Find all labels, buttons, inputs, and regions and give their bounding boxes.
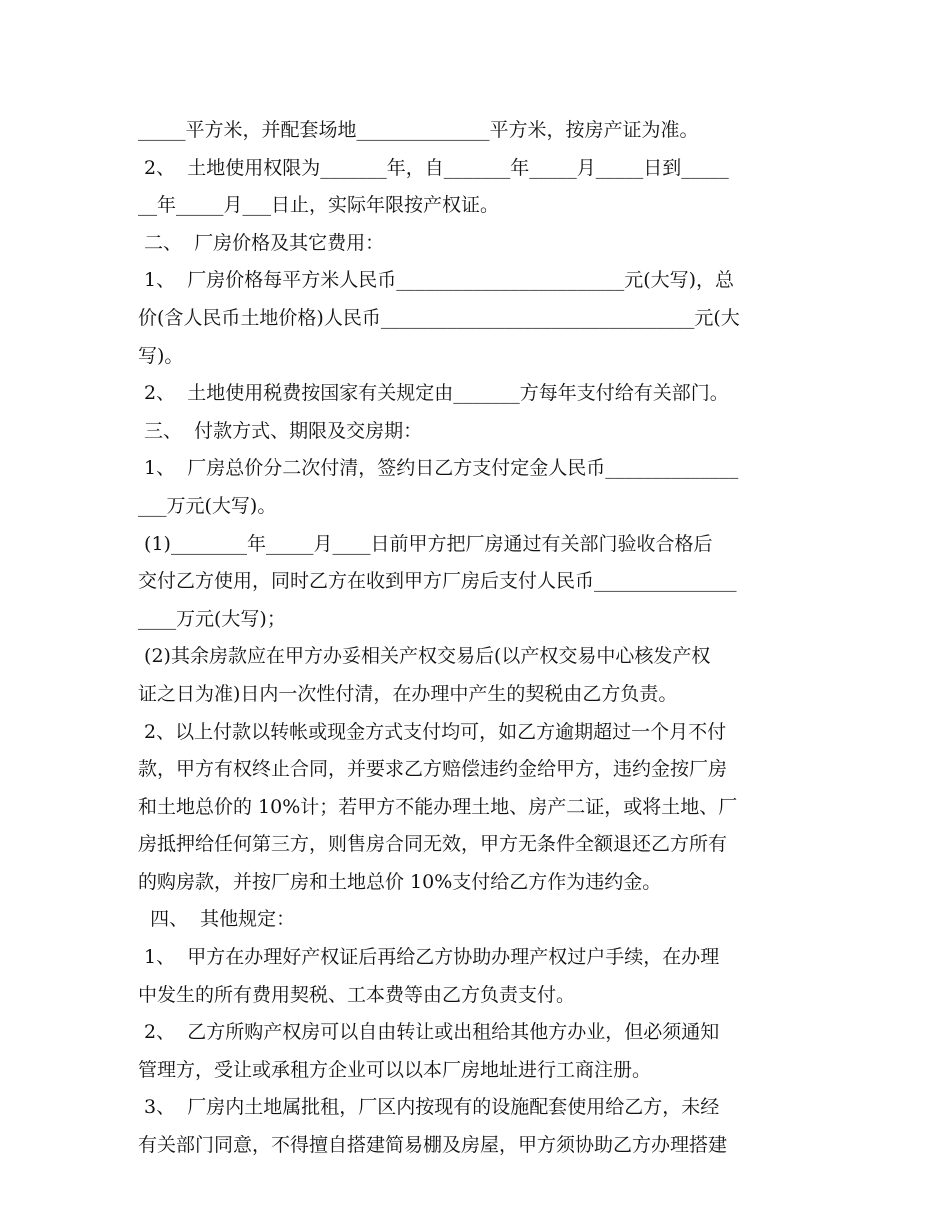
text-line: 有关部门同意，不得擅自搭建简易棚及房屋，甲方须协助乙方办理搭建	[138, 1134, 728, 1157]
text-line: 房抵押给任何第三方，则售房合同无效，甲方无条件全额退还乙方所有	[138, 833, 728, 856]
text-line: 管理方，受让或承租方企业可以以本厂房地址进行工商注册。	[138, 1058, 652, 1081]
text-line: 1、 甲方在办理好产权证后再给乙方协助办理产权过户手续，在办理	[138, 946, 720, 969]
text-line: 1、 厂房价格每平方米人民币________________________元(大写)，总	[138, 269, 735, 292]
text-line: 写)。	[138, 344, 184, 367]
section-heading: 二、 厂房价格及其它费用：	[138, 231, 385, 254]
text-line: __年_____月___日止，实际年限按产权证。	[138, 194, 500, 217]
text-line: 2、 土地使用权限为_______年，自_______年_____月_____日到_____	[138, 156, 729, 179]
section-heading: 三、 付款方式、期限及交房期：	[138, 419, 423, 442]
text-line: _____平方米，并配套场地______________平方米，按房产证为准。	[138, 119, 699, 141]
text-line: 价(含人民币土地价格)人民币_________________________________元(大	[138, 306, 740, 329]
text-line: ____万元(大写)；	[138, 607, 286, 630]
text-line: (2)其余房款应在甲方办妥相关产权交易后(以产权交易中心核发产权	[138, 645, 711, 668]
text-line: 2、 土地使用税费按国家有关规定由_______方每年支付给有关部门。	[138, 382, 729, 405]
text-line: 3、 厂房内土地属批租，厂区内按现有的设施配套使用给乙方，未经	[138, 1096, 720, 1119]
text-line: 证之日为准)日内一次性付清，在办理中产生的契税由乙方负责。	[138, 682, 678, 705]
text-line: 2、 乙方所购产权房可以自由转让或出租给其他方办业，但必须通知	[138, 1021, 720, 1044]
text-line: 2、以上付款以转帐或现金方式支付均可，如乙方逾期超过一个月不付	[138, 720, 727, 743]
text-line: (1)________年_____月____日前甲方把厂房通过有关部门验收合格后	[138, 532, 713, 555]
text-line: 款，甲方有权终止合同，并要求乙方赔偿违约金给甲方，违约金按厂房	[138, 758, 728, 781]
text-line: 和土地总价的 10%计；若甲方不能办理土地、房产二证，或将土地、厂	[138, 795, 738, 818]
section-heading: 四、 其他规定：	[138, 908, 296, 931]
contract-body	[138, 112, 818, 1165]
text-line: 中发生的所有费用契税、工本费等由乙方负责支付。	[138, 983, 576, 1006]
text-line: 1、 厂房总价分二次付清，签约日乙方支付定金人民币______________	[138, 457, 739, 480]
text-line: 交付乙方使用，同时乙方在收到甲方厂房后支付人民币_______________	[138, 570, 737, 593]
text-line: 的购房款，并按厂房和土地总价 10%支付给乙方作为违约金。	[138, 870, 662, 893]
text-line: ___万元(大写)。	[138, 494, 277, 517]
